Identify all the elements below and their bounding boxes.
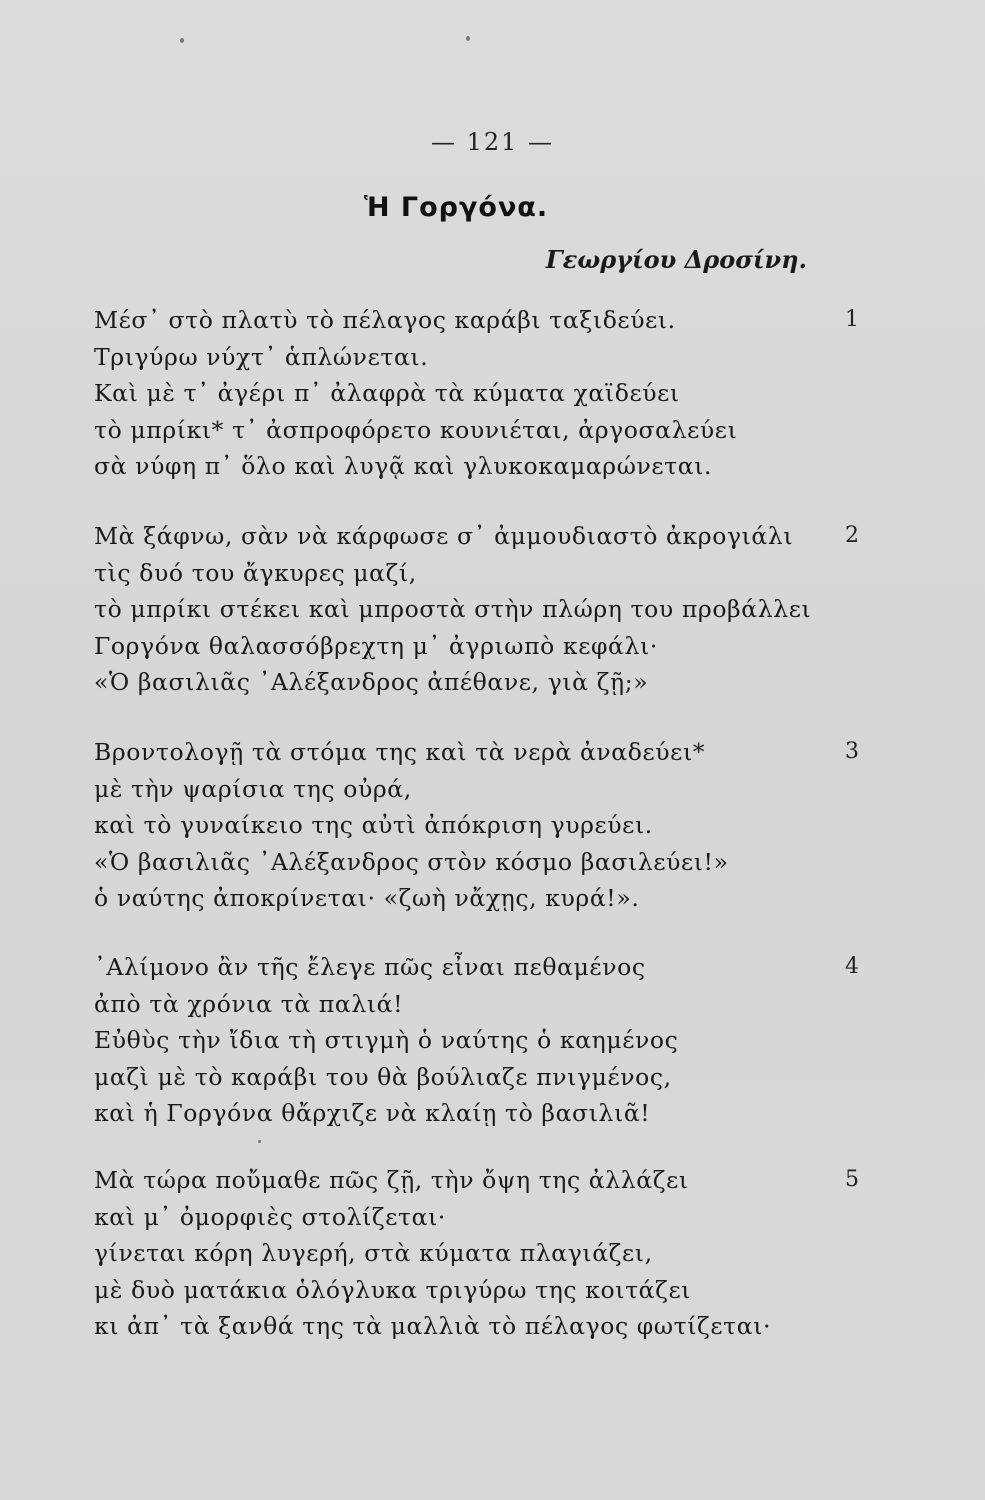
verse-line: μὲ τὴν ψαρίσια της οὐρά,: [94, 774, 412, 803]
verse-line: τὸ μπρίκι στέκει καὶ μπροστὰ στὴν πλώρη του προβάλλει: [94, 595, 812, 624]
verse-line: Μὰ ξάφνω, σὰν νὰ κάρφωσε σ᾿ ἀμμουδιαστὸ ἀκρογιάλι: [94, 522, 794, 550]
verse-line: Γοργόνα θαλασσόβρεχτη μ᾿ ἀγριωπὸ κεφάλι·: [94, 631, 658, 660]
verse-line: «Ὁ βασιλιᾶς ᾿Αλέξανδρος στὸν κόσμο βασιλεύει!»: [94, 847, 729, 876]
verse-line: Καὶ μὲ τ᾿ ἀγέρι π᾿ ἀλαφρὰ τὰ κύματα χαϊδεύει: [94, 379, 680, 408]
verse-line: μαζὶ μὲ τὸ καράβι του θὰ βούλιαζε πνιγμένος,: [94, 1062, 672, 1091]
poem-title: Ἡ Γοργόνα.: [363, 192, 549, 223]
verse-line: γίνεται κόρη λυγερή, στὰ κύματα πλαγιάζει,: [94, 1239, 653, 1268]
verse-line: «Ὁ βασιλιᾶς ᾿Αλέξανδρος ἀπέθανε, γιὰ ζῇ;»: [94, 668, 649, 697]
stanza-number: 4: [845, 954, 859, 979]
page-number: — 121 —: [430, 128, 555, 156]
stanza-number: 1: [845, 307, 859, 332]
verse-line: ᾿Αλίμονο ἂν τῆς ἔλεγε πῶς εἶναι πεθαμένος: [94, 953, 646, 981]
verse-line: Μέσ᾿ στὸ πλατὺ τὸ πέλαγος καράβι ταξιδεύει.: [94, 306, 676, 334]
stanza: [94, 518, 874, 701]
stanza: [94, 734, 874, 917]
stanza-number: 2: [845, 523, 859, 548]
stanza: [94, 302, 874, 485]
stanza-number: 3: [845, 739, 859, 764]
stanza: [94, 949, 874, 1132]
verse-line: Βροντολογῇ τὰ στόμα της καὶ τὰ νερὰ ἀναδεύει*: [94, 738, 706, 766]
verse-line: καὶ τὸ γυναίκειο της αὐτὶ ἀπόκριση γυρεύει.: [94, 811, 653, 840]
verse-line: καὶ ἡ Γοργόνα θἄρχιζε νὰ κλαίῃ τὸ βασιλιᾶ!: [94, 1099, 651, 1128]
verse-line: σὰ νύφη π᾿ ὅλο καὶ λυγᾷ καὶ γλυκοκαμαρώνεται.: [94, 452, 713, 481]
verse-line: τὸ μπρίκι* τ᾿ ἀσπροφόρετο κουνιέται, ἀργοσαλεύει: [94, 415, 738, 444]
poem-author: Γεωργίου Δροσίνη.: [545, 245, 807, 274]
verse-line: καὶ μ᾿ ὀμορφιὲς στολίζεται·: [94, 1202, 446, 1231]
verse-line: τὶς δυό του ἄγκυρες μαζί,: [94, 558, 417, 587]
verse-line: ἀπὸ τὰ χρόνια τὰ παλιά!: [94, 989, 404, 1018]
stanza-number: 5: [845, 1167, 859, 1192]
print-speck: [466, 36, 470, 41]
verse-line: μὲ δυὸ ματάκια ὁλόγλυκα τριγύρω της κοιτάζει: [94, 1275, 692, 1304]
verse-line: Μὰ τώρα ποὔμαθε πῶς ζῇ, τὴν ὄψη της ἀλλάζει: [94, 1166, 689, 1194]
verse-line: Εὐθὺς τὴν ἴδια τὴ στιγμὴ ὁ ναύτης ὁ καημένος: [94, 1026, 679, 1055]
print-speck: [258, 1140, 261, 1143]
stanza: [94, 1162, 874, 1345]
print-speck: [180, 38, 184, 43]
verse-line: κι ἀπ᾿ τὰ ξανθά της τὰ μαλλιὰ τὸ πέλαγος φωτίζεται·: [94, 1312, 772, 1341]
verse-line: ὁ ναύτης ἀποκρίνεται· «ζωὴ νἄχῃς, κυρά!».: [94, 884, 640, 913]
verse-line: Τριγύρω νύχτ᾿ ἁπλώνεται.: [94, 342, 429, 371]
